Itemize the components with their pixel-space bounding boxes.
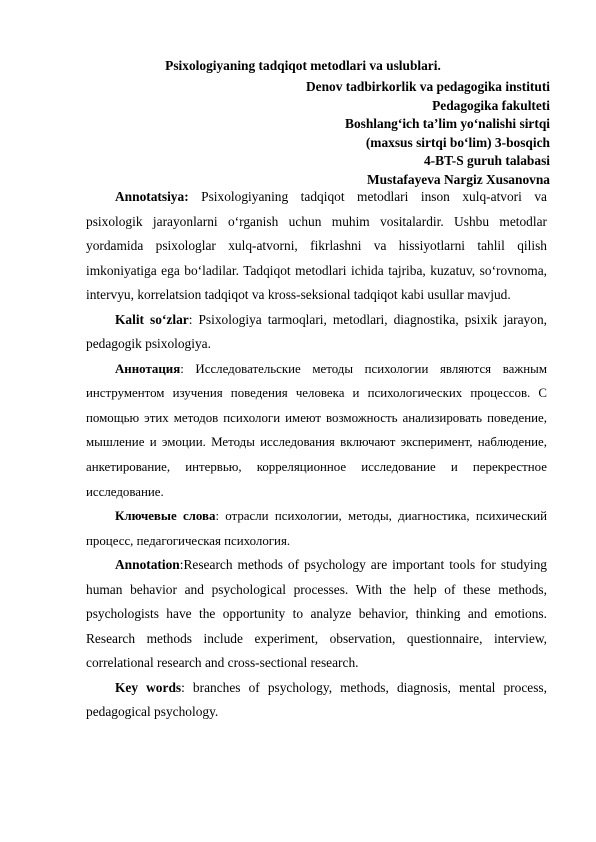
annotation-ru-paragraph bbox=[86, 357, 547, 504]
author-name: Mustafayeva Nargiz Xusanovna bbox=[366, 171, 550, 187]
keywords-ru-paragraph bbox=[86, 504, 547, 553]
keywords-ru-text: : отрасли психологии, методы, диагностика, психический процесс, педагогическая психология. bbox=[86, 509, 547, 548]
annotation-uz-text: Psixologiyaning tadqiqot metodlari inson xulq-atvori va psixologik jarayonlarni o‘rganish uchun muhim vositalardir. Ushbu metodlar yordamida psixologlar xulq-atvorni, fikrlashni va hissiyotlarni tahlil qilish imkoniyatiga ega bo‘ladilar. Tadqiqot metodlari ichida tajriba, kuzatuv, so‘rovnoma, intervyu, korrelatsion tadqiqot va kross-seksional tadqiqot kabi usullar mavjud. bbox=[86, 189, 547, 303]
keywords-uz-label: Kalit so‘zlar bbox=[115, 311, 189, 327]
annotation-ru-label: Аннотация bbox=[115, 361, 181, 376]
keywords-en-paragraph bbox=[86, 676, 547, 725]
article-title: Psixologiyaning tadqiqot metodlari va uslublari. bbox=[165, 58, 441, 73]
annotation-uz-label: Annotatsiya: bbox=[115, 189, 189, 204]
course-line: (maxsus sirtqi bo‘lim) 3-bosqich bbox=[365, 134, 550, 150]
institute-line: Denov tadbirkorlik va pedagogika instituti bbox=[305, 79, 550, 94]
annotation-ru-text: : Исследовательские методы психологии являются важным инструментом изучения поведения человека и психологических процессов. С помощью этих методов психологи имеют возможность анализировать поведение, мышление и эмоции. Методы исследования включают эксперимент, наблюдение, анкетирование, интервью, корреляционное исследование и перекрестное исследование. bbox=[86, 361, 547, 499]
annotation-en-label: Annotation bbox=[115, 557, 180, 573]
article-body bbox=[86, 185, 547, 725]
keywords-en-text: : branches of psychology, methods, diagnosis, mental process, pedagogical psychology. bbox=[86, 679, 547, 720]
keywords-en-label: Key words bbox=[115, 679, 182, 695]
annotation-uz-paragraph bbox=[86, 185, 547, 308]
keywords-ru-label: Ключевые слова bbox=[115, 509, 216, 524]
group-line: 4-BT-S guruh talabasi bbox=[423, 153, 550, 169]
faculty-line: Pedagogika fakulteti bbox=[432, 97, 550, 113]
author-affiliation bbox=[306, 78, 550, 190]
annotation-en-text: :Research methods of psychology are important tools for studying human behavior and psychological processes. With the help of these methods, psychologists have the opportunity to analyze behavior, thinking and emotions. Research methods include experiment, observation, questionnaire, interview, correlational research and cross-sectional research. bbox=[86, 557, 547, 671]
keywords-uz-text: : Psixologiya tarmoqlari, metodlari, diagnostika, psixik jarayon, pedagogik psixologiya. bbox=[86, 311, 547, 352]
department-line: Boshlang‘ich ta’lim yo‘nalishi sirtqi bbox=[345, 116, 550, 132]
annotation-en-paragraph bbox=[86, 553, 547, 676]
keywords-uz-paragraph bbox=[86, 308, 547, 357]
